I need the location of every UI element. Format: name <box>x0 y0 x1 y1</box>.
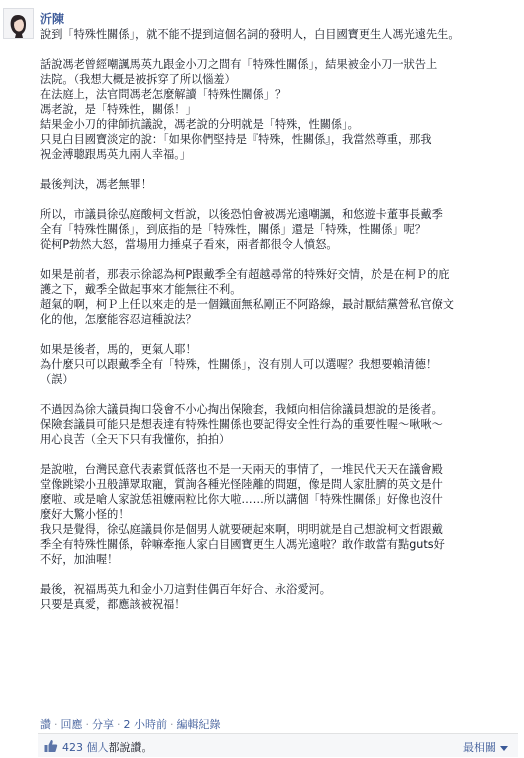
post-line: 法院。（我想大概是被拆穿了所以惱羞） <box>40 73 236 86</box>
post-line: 化的他，怎麼能容忍這種說法？ <box>40 313 197 326</box>
separator-dot: · <box>117 718 121 731</box>
post-line: 保險套議員可能只是想表達有特殊性關係也要記得安全性行為的重要性喔～啾啾～ <box>40 418 443 431</box>
likes-bar <box>38 733 518 757</box>
post-actions <box>40 716 221 732</box>
post-line: 結果金小刀的律師抗議說，馮老說的分明就是「特殊，性關係」。 <box>40 118 359 131</box>
post-line: 麼好大驚小怪的！ <box>40 508 130 521</box>
comment-link[interactable]: 回應 <box>60 718 83 731</box>
post-line: 最後，祝福馬英九和金小刀這對佳偶百年好合、永浴愛河。 <box>40 583 331 596</box>
post-line: 從柯P勃然大怒，當場用力捶桌子看來，兩者都很令人憤怒。 <box>40 238 338 251</box>
comment-sort-dropdown[interactable] <box>463 739 508 755</box>
post-line: 如果是前者，那表示徐認為柯P跟戴季全有超越尋常的特殊好交情，於是在柯Ｐ的庇 <box>40 268 450 281</box>
post-paragraph <box>40 462 518 567</box>
post-paragraph <box>40 207 518 252</box>
likes-suffix: 都說讚。 <box>108 741 153 754</box>
chevron-down-icon <box>500 746 508 751</box>
post-line: 不過因為徐大議員掏口袋會不小心掏出保險套，我傾向相信徐議員想說的是後者。 <box>40 403 443 416</box>
edit-history-link[interactable]: 編輯紀錄 <box>176 718 221 731</box>
post-paragraph <box>40 177 518 192</box>
post-line: 說到「特殊性關係」，就不能不提到這個名詞的發明人，白目國寶更生人馮光遠先生。 <box>40 28 460 41</box>
like-link[interactable]: 讚 <box>40 718 51 731</box>
post-line: 只見白目國寶淡定的說：「如果你們堅持是『特殊，性關係』，我當然尊重，那我 <box>40 133 432 146</box>
author-name[interactable]: 沂陳 <box>40 12 65 26</box>
post-paragraph <box>40 582 518 612</box>
likes-count-link[interactable]: 423 個人 <box>62 741 109 754</box>
post-paragraph <box>40 267 518 327</box>
post-line: （誤） <box>40 373 74 386</box>
post-line: 為什麼只可以跟戴季全有「特殊，性關係」，沒有別人可以選喔？我想要賴清德！ <box>40 358 438 371</box>
separator-dot: · <box>170 718 174 731</box>
post-line: 我只是覺得，徐弘庭議員你是個男人就要硬起來啊，明明就是自己想說柯文哲跟戴 <box>40 523 443 536</box>
avatar[interactable] <box>3 8 34 39</box>
post-line: 用心良苦（全天下只有我懂你，拍拍） <box>40 433 231 446</box>
post-line: 所以，市議員徐弘庭酸柯文哲說，以後恐怕會被馮光遠嘲諷，和悠遊卡董事長戴季 <box>40 208 443 221</box>
post-paragraph <box>40 57 518 162</box>
post-paragraph <box>40 27 518 42</box>
post-line: 超氣的啊，柯Ｐ上任以來走的是一個鐵面無私剛正不阿路線，最討厭結黨營私官僚文 <box>40 298 454 311</box>
timestamp-link[interactable]: 2 小時前 <box>123 718 167 731</box>
post-line: 季全有特殊性關係，幹嘛牽拖人家白目國寶更生人馮光遠啦？敢作敢當有點guts好 <box>40 538 445 551</box>
likes-summary <box>62 739 153 755</box>
post-line: 祝金溥聰跟馬英九兩人幸福。」 <box>40 148 192 161</box>
post-line: 話說馮老曾經嘲諷馬英九跟金小刀之間有「特殊性關係」，結果被金小刀一狀告上 <box>40 58 438 71</box>
avatar-image <box>4 9 33 38</box>
separator-dot: · <box>85 718 89 731</box>
post-line: 只要是真愛，都應該被祝福！ <box>40 598 186 611</box>
post-line: 不好，加油喔！ <box>40 553 119 566</box>
post-line: 護之下，戴季全做起事來才能無往不利。 <box>40 283 242 296</box>
post-line: 如果是後者，馬的，更氣人耶！ <box>40 343 197 356</box>
sort-label: 最相關 <box>463 741 496 754</box>
separator-dot: · <box>54 718 58 731</box>
post-paragraph <box>40 402 518 447</box>
post-line: 馮老說，是「特殊性，關係！」 <box>40 103 197 116</box>
share-link[interactable]: 分享 <box>92 718 114 731</box>
post-line: 在法庭上，法官問馮老怎麼解讀「特殊性關係」？ <box>40 88 287 101</box>
post-line: 麼啦、或是嗆人家說恁祖嬤兩粒比你大啦……所以講個「特殊性關係」好像也沒什 <box>40 493 443 506</box>
post-line: 全有「特殊性關係」，到底指的是「特殊性，關係」還是「特殊，性關係」呢？ <box>40 223 426 236</box>
post-line: 是說啦，台灣民意代表素質低落也不是一天兩天的事情了，一堆民代天天在議會殿 <box>40 463 443 476</box>
post-body <box>40 27 518 627</box>
post-line: 堂像跳梁小丑般譁眾取寵，質詢各種光怪陸離的問題，像是問人家肚臍的英文是什 <box>40 478 443 491</box>
post-paragraph <box>40 342 518 387</box>
post-line: 最後判決，馮老無罪！ <box>40 178 152 191</box>
thumbs-up-icon <box>44 739 58 753</box>
